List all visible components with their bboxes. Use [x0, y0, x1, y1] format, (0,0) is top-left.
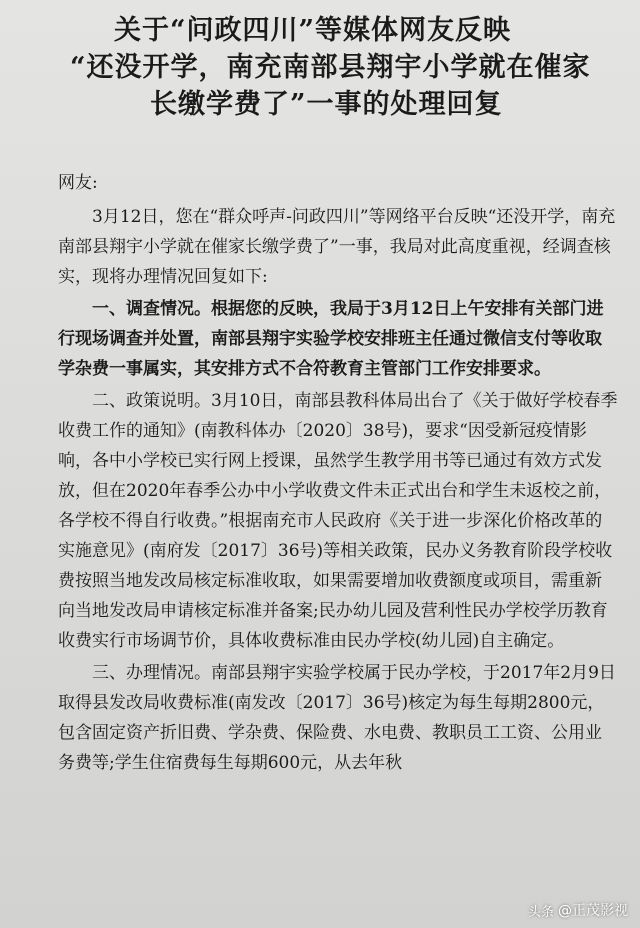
paragraph-policy: 二、政策说明。3月10日，南部县教科体局出台了《关于做好学校春季收费工作的通知》(南教科体办〔2020〕38号)，要求“因受新冠疫情影响，各中小学校已实行网上授课，虽然学生教学用书等已通过有效方式发放，但在2020年春季公办中小学收费文件未正式出台和学生未返校之前，各学校不得自行收费。”根据南充市人民政府《关于进一步深化价格改革的实施意见》(南府发〔2017〕36号)等相关政策，民办义务教育阶段学校收费按照当地发改局核定标准收取，如果需要增加收费额度或项目，需重新向当地发改局申请核定标准并备案;民办幼儿园及营利性民办学校学历教育收费实行市场调节价，具体收费标准由民办学校(幼儿园)自主确定。: [58, 391, 618, 651]
watermark: [528, 900, 628, 920]
paragraph-investigation: 一、调查情况。根据您的反映，我局于3月12日上午安排有关部门进行现场调查并处置，南部县翔宇实验学校安排班主任通过微信支付等收取学杂费一事属实，其安排方式不合符教育主管部门工作安排要求。: [58, 299, 604, 379]
paragraph-handling: 三、办理情况。南部县翔宇实验学校属于民办学校，于2017年2月9日取得县发改局收费标准(南发改〔2017〕36号)核定为每生每期2800元，包含固定资产折旧费、学杂费、保险费、水电费、教职员工工资、公用业务费等;学生住宿费每生每期600元，从去年秋: [58, 663, 616, 773]
paragraph-intro: 3月12日，您在“群众呼声-问政四川”等网络平台反映“还没开学，南充南部县翔宇小学就在催家长缴学费了”一事，我局对此高度重视，经调查核实，现将办理情况回复如下:: [58, 207, 616, 287]
title-line-2: “还没开学，南充南部县翔宇小学就在催家: [70, 52, 591, 83]
title-line-1: 关于“问政四川”等媒体网友反映: [114, 15, 512, 46]
watermark-account: @正茂影视: [558, 903, 628, 919]
watermark-brand: 头条: [527, 904, 554, 920]
salutation: 网友:: [58, 173, 98, 193]
document-title: [40, 12, 610, 123]
document-body: [58, 168, 618, 778]
title-line-3: 长缴学费了”一事的处理回复: [150, 89, 503, 120]
